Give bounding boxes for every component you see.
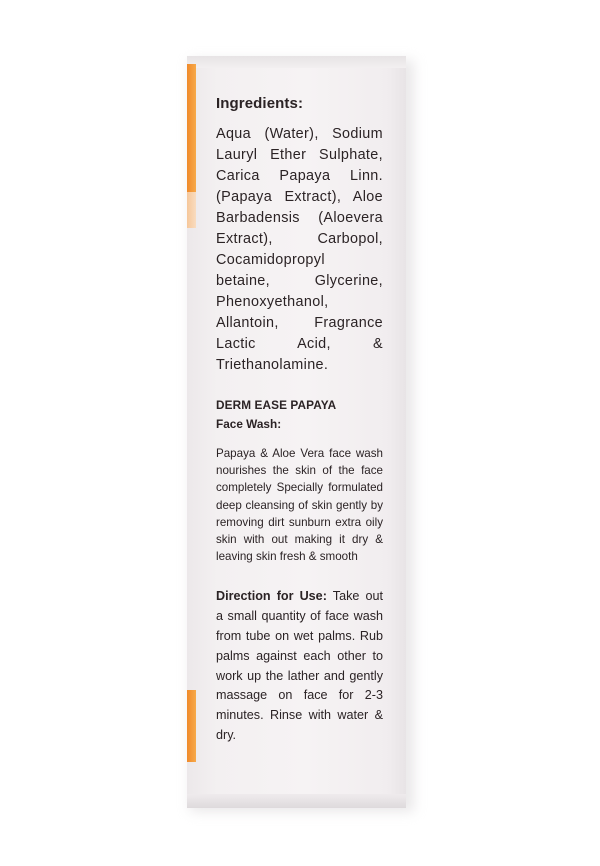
product-description: Papaya & Aloe Vera face wash nourishes the skin of the face completely Specially formulated deep cleansing of skin gently by removing dirt sunburn extra oily skin with out making it dry & leaving skin fresh & smooth <box>216 447 383 564</box>
ingredients-heading: Ingredients: <box>216 95 304 112</box>
direction-label: Direction for Use: <box>216 589 327 604</box>
direction-text: Take out a small quantity of face wash from tube on wet palms. Rub palms against each other to work up the lather and gently massage on face for 2-3 minutes. Rinse with water & dry. <box>216 589 383 742</box>
box-bottom-edge <box>187 794 406 808</box>
product-subtitle: Face Wash: <box>216 417 282 431</box>
direction-for-use <box>216 587 383 745</box>
box-top-edge <box>187 56 406 68</box>
product-name: DERM EASE PAPAYA <box>216 398 337 412</box>
ingredients-list: Aqua (Water), Sodium Lauryl Ether Sulphate, Carica Papaya Linn. (Papaya Extract), Aloe Barbadensis (Aloevera Extract), Carbopol, Cocamidopropyl betaine, Glycerine, Phenoxyethanol, Allantoin, Fragrance Lactic Acid, & Triethanolamine. <box>216 126 383 373</box>
orange-accent-strip-bottom <box>187 690 196 762</box>
orange-accent-strip-fade <box>187 192 196 228</box>
box-text-content <box>216 95 383 746</box>
orange-accent-strip-top <box>187 64 196 192</box>
